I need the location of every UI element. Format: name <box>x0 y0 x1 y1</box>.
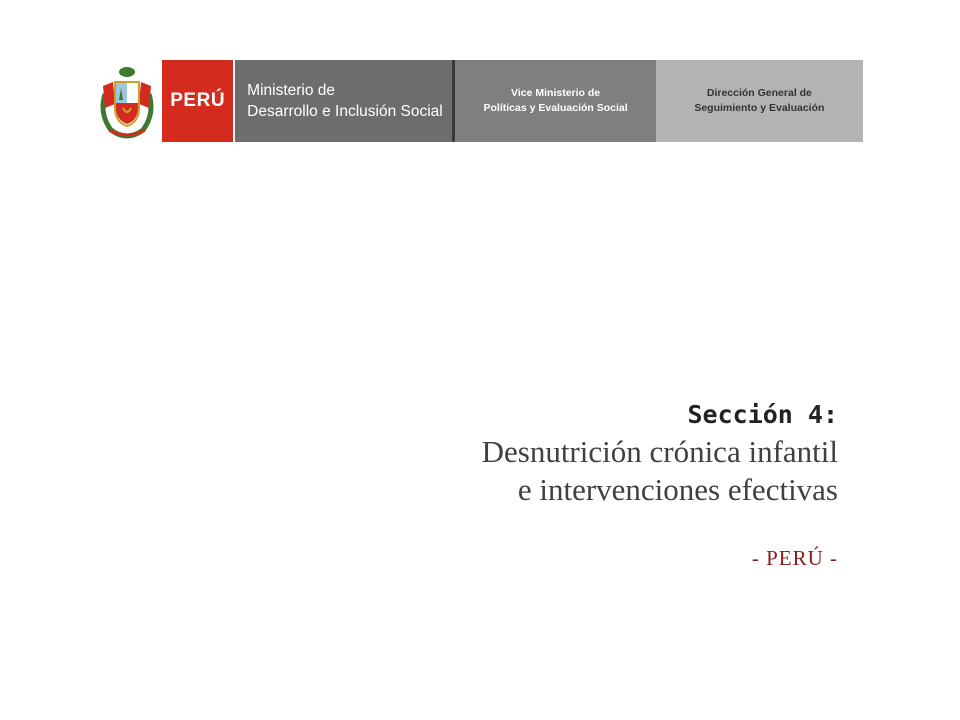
header-banner <box>97 60 863 142</box>
crest-area <box>97 60 162 142</box>
ministry-name <box>235 60 455 142</box>
peru-coat-of-arms-icon <box>97 64 157 140</box>
country-subtitle: - PERÚ - <box>751 546 838 570</box>
country-badge-label: PERÚ <box>170 90 226 111</box>
slide-title <box>482 397 838 509</box>
ministry-line-2: Desarrollo e Inclusión Social <box>247 103 443 120</box>
vice-ministry-name <box>455 60 655 142</box>
ministry-line-1: Ministerio de <box>247 82 336 99</box>
title-line-2: e intervenciones efectivas <box>517 472 838 507</box>
vice-line-2: Políticas y Evaluación Social <box>483 102 628 114</box>
vice-line-1: Vice Ministerio de <box>511 87 601 99</box>
country-badge <box>162 60 235 142</box>
dg-line-1: Dirección General de <box>706 87 812 99</box>
directorate-name <box>656 60 863 142</box>
title-line-1: Desnutrición crónica infantil <box>481 434 838 469</box>
section-label: Sección 4: <box>687 400 838 429</box>
dg-line-2: Seguimiento y Evaluación <box>694 102 825 114</box>
